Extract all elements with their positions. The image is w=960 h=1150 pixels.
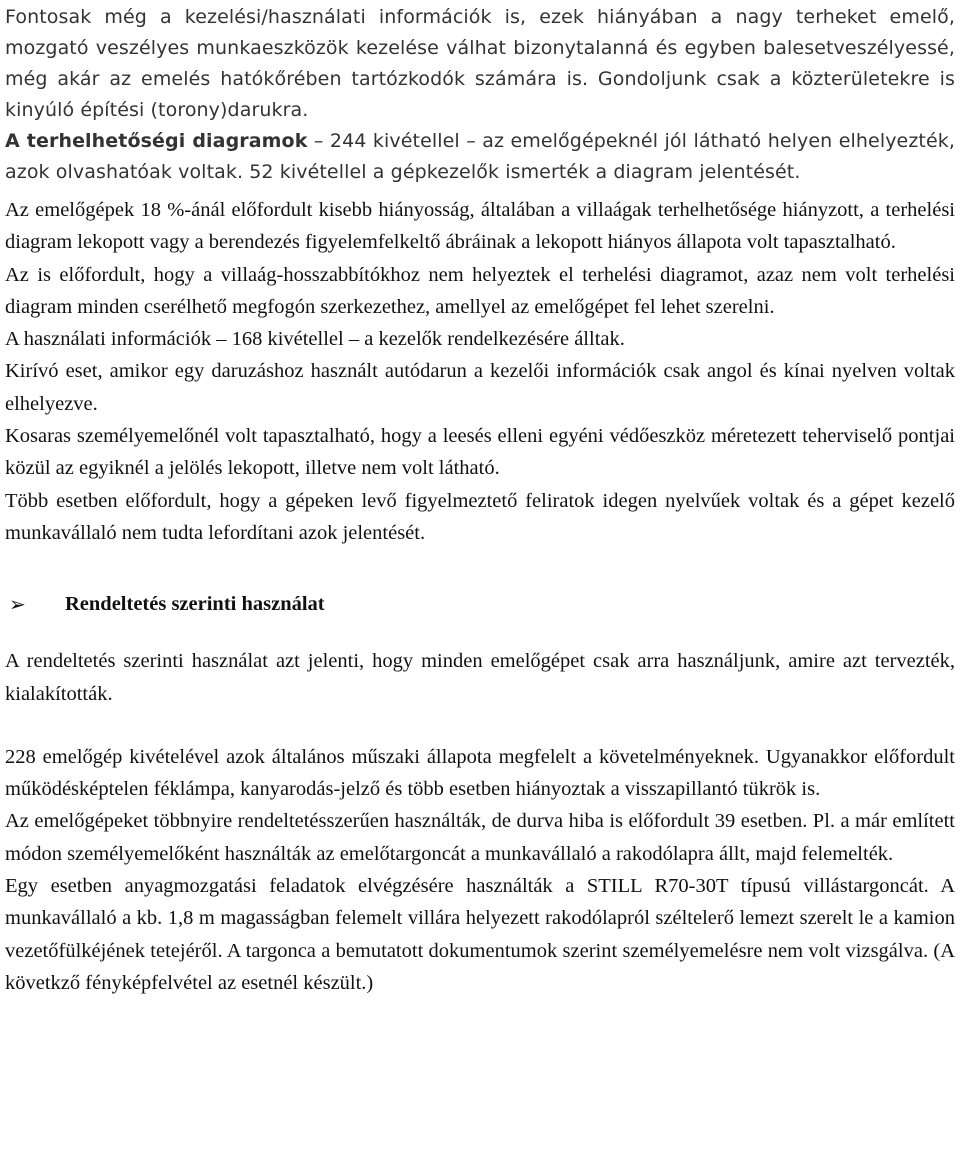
body-paragraph: Egy esetben anyagmozgatási feladatok elvégzésére használták a STILL R70-30T típusú villástargoncát. A munkavállaló a kb. 1,8 m magasságban felemelt villára helyezett rakodólapról széltelerő lemezt szerelt le a kamion vezetőfülkéjének tetejéről. A targonca a bemutatott dokumentumok szerint személyemelésre nem volt vizsgálva. (A követkző fényképfelvétel az esetnél készült.) (5, 875, 955, 994)
section-heading (5, 588, 955, 620)
body-paragraph: Az emelőgépek 18 %-ánál előfordult kisebb hiányosság, általában a villaágak terhelhetősége hiányzott, a terhelési diagram lekopott vagy a berendezés figyelemfelkeltő ábráinak a lekopott hiányos állapota volt tapasztalható. (5, 199, 955, 254)
body-paragraph: 228 emelőgép kivételével azok általános műszaki állapota megfelelt a követelményeknek. Ugyanakkor előfordult működésképtelen féklámpa, kanyarodás-jelző és több esetben hiányoztak a visszapillantó tükrök is. (5, 745, 955, 801)
load-diagram-paragraph (5, 126, 955, 188)
body-paragraph: Az emelőgépeket többnyire rendeltetésszerűen használták, de durva hiba is előfordult 39 esetben. Pl. a már említett módon személyemelőként használták az emelőtargoncát a munkavállaló a rakodólapra állt, majd felemelték. (5, 810, 955, 865)
body-paragraph: Több esetben előfordult, hogy a gépeken levő figyelmeztető feliratok idegen nyelvűek voltak és a gépet kezelő munkavállaló nem tudta lefordítani azok jelentését. (5, 489, 955, 544)
intro-paragraph: Fontosak még a kezelési/használati információk is, ezek hiányában a nagy terheket emelő, mozgató veszélyes munkaeszközök kezelése válhat bizonytalanná és egyben balesetveszélyessé, még akár az emelés hatókőrében tartózkodók számára is. Gondoljunk csak a közterületekre is kinyúló építési (torony)darukra. (5, 6, 955, 121)
body-paragraph: Az is előfordult, hogy a villaág-hosszabbítókhoz nem helyeztek el terhelési diagramot, azaz nem volt terhelési diagram minden cserélhető megfogón szerkezethez, amellyel az emelőgépet fel lehet szerelni. (5, 263, 955, 318)
body-paragraph: A rendeltetés szerinti használat azt jelenti, hogy minden emelőgépet csak arra használjunk, amire azt tervezték, kialakították. (5, 650, 955, 705)
section-title: Rendeltetés szerinti használat (65, 593, 325, 616)
document-page (5, 0, 955, 999)
load-diagram-text: – 244 kivétellel – az emelőgépeknél jól látható helyen elhelyezték, azok olvashatóak voltak. 52 kivétellel a gépkezelők ismerték a diagram jelentését. (5, 130, 955, 183)
body-paragraph: A használati információk – 168 kivétellel – a kezelők rendelkezésére álltak. (5, 328, 625, 351)
body-paragraph: Kosaras személyemelőnél volt tapasztalható, hogy a leesés elleni egyéni védőeszköz méretezett teherviselő pontjai közül az egyiknél a jelölés lekopott, illetve nem volt látható. (5, 425, 955, 480)
load-diagram-lead: A terhelhetőségi diagramok (5, 130, 308, 152)
arrow-bullet-icon: ➢ (9, 592, 26, 617)
body-paragraph: Kirívó eset, amikor egy daruzáshoz használt autódarun a kezelői információk csak angol és kínai nyelven voltak elhelyezve. (5, 360, 955, 415)
